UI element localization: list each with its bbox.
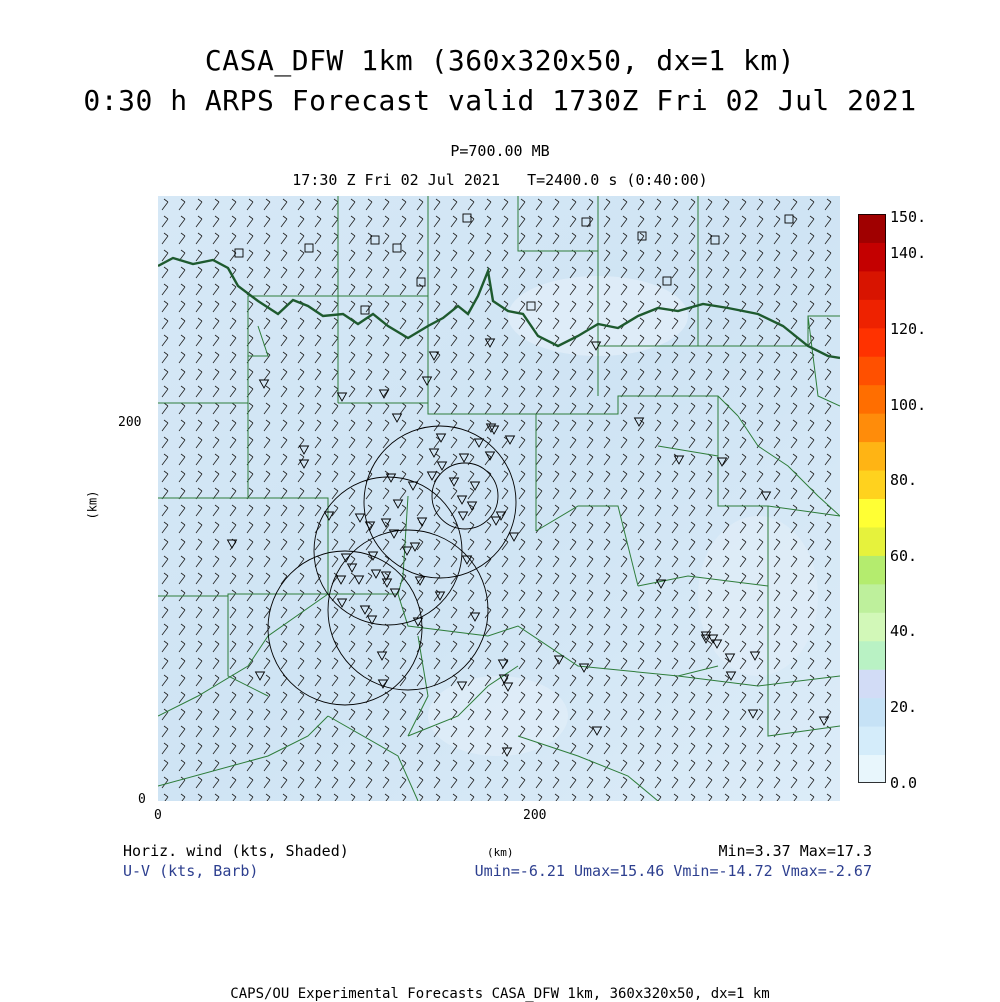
credit-line: CAPS/OU Experimental Forecasts CASA_DFW 1km, 360x320x50, dx=1 km bbox=[230, 986, 770, 1002]
x-tick-200: 200 bbox=[523, 808, 547, 823]
map-title-line1: CASA_DFW 1km (360x320x50, dx=1 km) bbox=[204, 44, 796, 77]
x-axis-label: (km) bbox=[487, 846, 514, 859]
colorbar-segment bbox=[858, 214, 886, 243]
pressure-level-label: P=700.00 MB bbox=[450, 142, 550, 160]
colorbar-label-60: 60. bbox=[890, 547, 918, 565]
colorbar-label-0: 0.0 bbox=[890, 774, 918, 792]
min-max-label: Min=3.37 Max=17.3 bbox=[718, 842, 872, 860]
colorbar-segment bbox=[858, 470, 886, 499]
colorbar-segment bbox=[858, 499, 886, 528]
y-axis-label: (km) bbox=[85, 490, 100, 520]
colorbar-label-150: 150. bbox=[890, 208, 927, 226]
colorbar-segment bbox=[858, 584, 886, 613]
colorbar-segment bbox=[858, 555, 886, 584]
colorbar-segment bbox=[858, 413, 886, 442]
colorbar-segment bbox=[858, 669, 886, 698]
colorbar-label-100: 100. bbox=[890, 396, 927, 414]
colorbar-segment bbox=[858, 726, 886, 755]
uv-range-label: Umin=-6.21 Umax=15.46 Vmin=-14.72 Vmax=-2.67 bbox=[474, 862, 872, 880]
barb-field-label: U-V (kts, Barb) bbox=[123, 862, 259, 880]
colorbar-segment bbox=[858, 271, 886, 300]
colorbar-segment bbox=[858, 755, 886, 783]
colorbar-segment bbox=[858, 299, 886, 328]
colorbar-label-20: 20. bbox=[890, 698, 918, 716]
colorbar-segment bbox=[858, 385, 886, 414]
colorbar-label-40: 40. bbox=[890, 622, 918, 640]
colorbar-segment bbox=[858, 641, 886, 670]
colorbar-segment bbox=[858, 442, 886, 471]
colorbar-segment bbox=[858, 527, 886, 556]
valid-time-label: 17:30 Z Fri 02 Jul 2021 T=2400.0 s (0:40:00) bbox=[292, 171, 708, 189]
colorbar bbox=[858, 214, 886, 783]
colorbar-segment bbox=[858, 242, 886, 271]
colorbar-segment bbox=[858, 356, 886, 385]
colorbar-segment bbox=[858, 612, 886, 641]
colorbar-segment bbox=[858, 698, 886, 727]
colorbar-label-140: 140. bbox=[890, 244, 927, 262]
x-tick-0: 0 bbox=[154, 808, 162, 823]
shaded-field-label: Horiz. wind (kts, Shaded) bbox=[123, 842, 349, 860]
colorbar-segment bbox=[858, 328, 886, 357]
wind-map bbox=[158, 196, 840, 801]
y-tick-0: 0 bbox=[138, 792, 146, 807]
colorbar-label-80: 80. bbox=[890, 471, 918, 489]
y-tick-200: 200 bbox=[118, 415, 142, 430]
map-title-line2: 0:30 h ARPS Forecast valid 1730Z Fri 02 Jul 2021 bbox=[83, 84, 917, 117]
colorbar-label-120: 120. bbox=[890, 320, 927, 338]
